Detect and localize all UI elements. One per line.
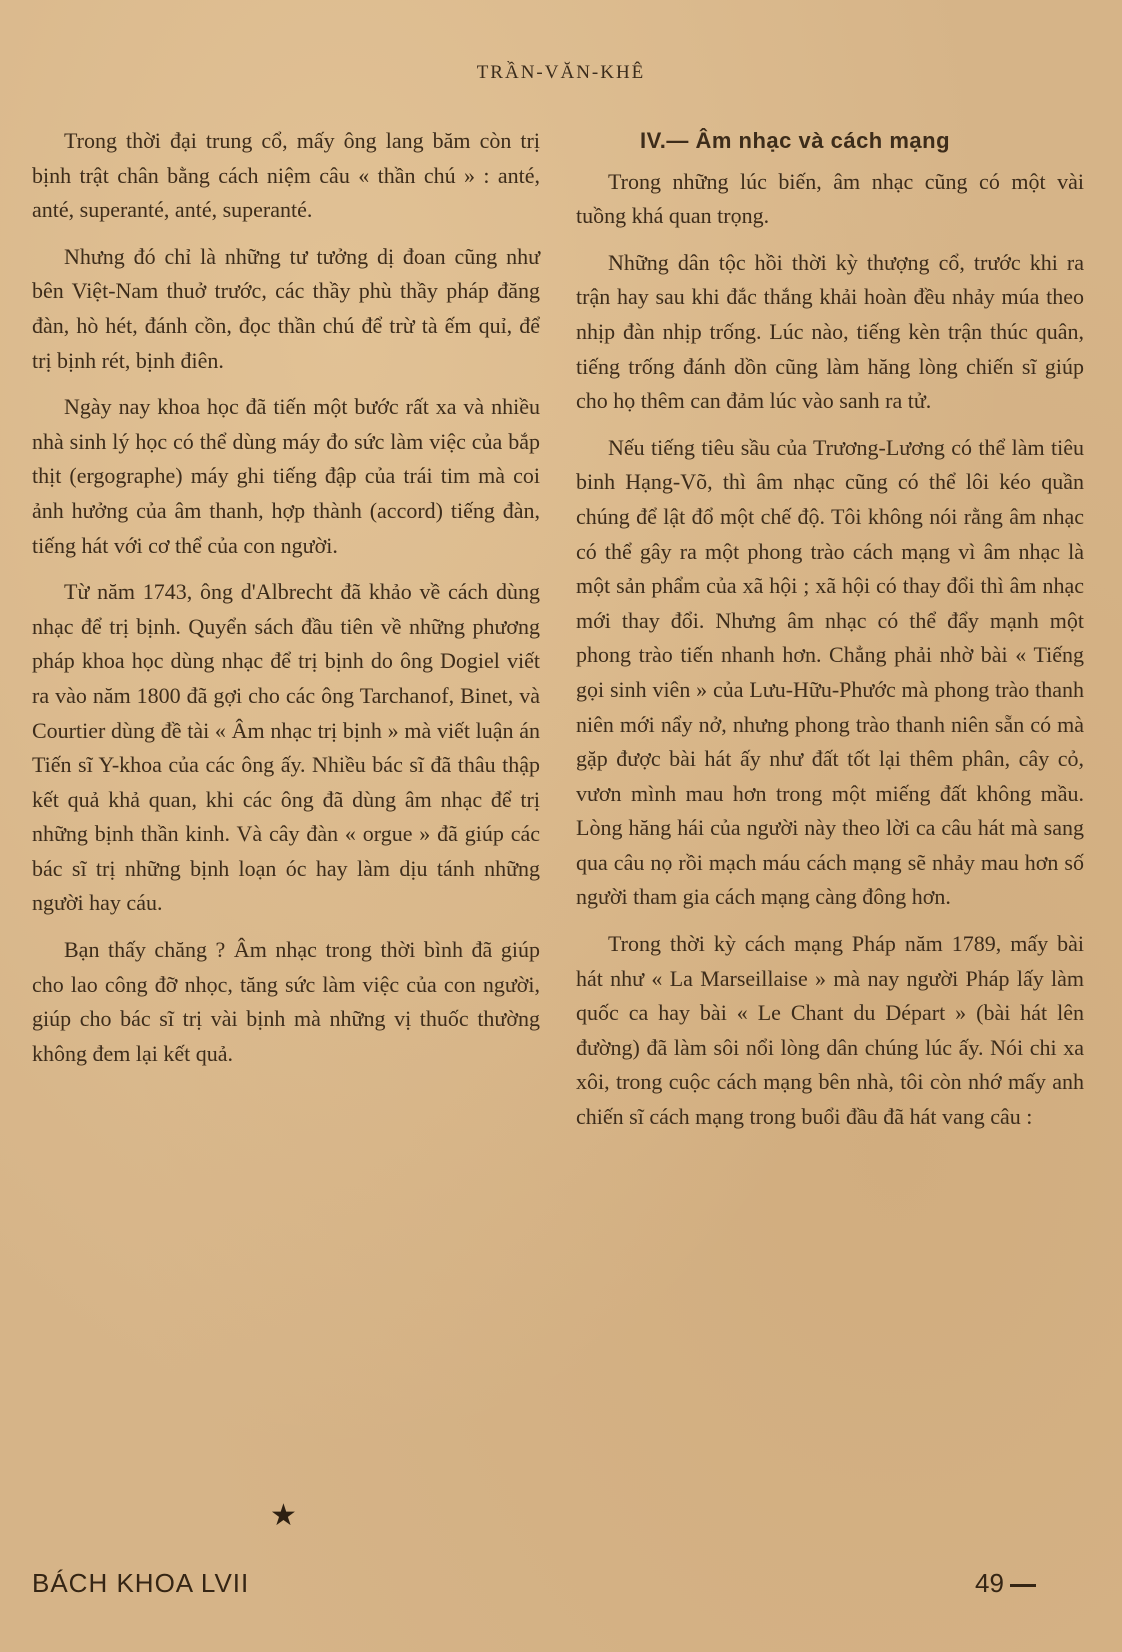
paragraph: Bạn thấy chăng ? Âm nhạc trong thời bình đã giúp cho lao công đỡ nhọc, tăng sức làm việc của con người, giúp cho bác sĩ trị vài bịnh mà những vị thuốc thường không đem lại kết quả. <box>32 937 540 1066</box>
page-number-block <box>975 1568 1042 1599</box>
star-icon: ★ <box>270 1498 297 1533</box>
journal-name: BÁCH KHOA LVII <box>32 1568 250 1598</box>
running-header: TRẦN-VĂN-KHÊ <box>476 62 646 83</box>
paragraph: Ngày nay khoa học đã tiến một bước rất xa và nhiều nhà sinh lý học có thể dùng máy đo sức làm việc của bắp thịt (ergographe) máy ghi tiếng đập của trái tim mà coi ảnh hưởng của âm thanh, hợp thành (accord) tiếng đàn, tiếng hát với cơ thể của con người. <box>32 394 540 558</box>
paragraph: Nếu tiếng tiêu sầu của Trương-Lương có thể làm tiêu binh Hạng-Võ, thì âm nhạc cũng có thể lôi kéo quần chúng để lật đổ một chế độ. Tôi không nói rằng âm nhạc có thể gây ra một phong trào cách mạng vì âm nhạc là một sản phẩm của xã hội ; xã hội có thay đổi thì âm nhạc mới thay đổi. Nhưng âm nhạc có thể đẩy mạnh một phong trào tiến nhanh hơn. Chẳng phải nhờ bài « Tiếng gọi sinh viên » của Lưu-Hữu-Phước mà phong trào thanh niên mới nẩy nở, nhưng phong trào thanh niên sẵn có mà gặp được bài hát ấy như đất tốt lại thêm phân, cây cỏ, vươn mình mau hơn trong một miếng đất không mầu. Lòng hăng hái của người này theo lời ca câu hát mà sang qua câu nọ rồi mạch máu cách mạng sẽ nhảy mau hơn số người tham gia cách mạng càng đông hơn. <box>576 434 1084 910</box>
page-number: 49 <box>975 1568 1004 1598</box>
paragraph: Trong thời kỳ cách mạng Pháp năm 1789, mấy bài hát như « La Marseillaise » mà nay người Pháp lấy làm quốc ca hay bài « Le Chant du Départ » (bài hát lên đường) đã làm sôi nổi lòng dân chúng lúc ấy. Nói chi xa xôi, trong cuộc cách mạng bên nhà, tôi còn nhớ mấy anh chiến sĩ cách mạng trong buổi đầu đã hát vang câu : <box>576 931 1084 1130</box>
left-column <box>32 124 540 1083</box>
right-column <box>576 124 1084 1147</box>
paragraph: Những dân tộc hồi thời kỳ thượng cổ, trước khi ra trận hay sau khi đắc thắng khải hoàn đều nhảy múa theo nhịp đàn nhịp trống. Lúc nào, tiếng kèn trận thúc quân, tiếng trống đánh dồn cũng làm hăng lòng chiến sĩ giúp cho họ thêm can đảm lúc vào sanh ra tử. <box>576 249 1084 414</box>
paragraph: Trong thời đại trung cổ, mấy ông lang băm còn trị bịnh trật chân bằng cách niệm câu « thần chú » : anté, anté, superanté, anté, superanté. <box>32 128 540 223</box>
section-heading: IV.— Âm nhạc và cách mạng <box>640 128 951 153</box>
paragraph: Từ năm 1743, ông d'Albrecht đã khảo về cách dùng nhạc để trị bịnh. Quyển sách đầu tiên về những phương pháp khoa học dùng nhạc để trị bịnh do ông Dogiel viết ra vào năm 1800 đã gợi cho các ông Tarchanof, Binet, và Courtier dùng đề tài « Âm nhạc trị bịnh » mà viết luận án Tiến sĩ Y-khoa của các ông ấy. Nhiều bác sĩ đã thâu thập kết quả khả quan, khi các ông đã dùng âm nhạc để trị những bịnh thần kinh. Và cây đàn « orgue » đã giúp các bác sĩ trị những bịnh loạn óc hay làm dịu tánh những người hay cáu. <box>32 579 540 916</box>
paragraph: Nhưng đó chỉ là những tư tưởng dị đoan cũng như bên Việt-Nam thuở trước, các thầy phù thầy pháp đăng đàn, hò hét, đánh cồn, đọc thần chú để trừ tà ếm quỉ, để trị bịnh rét, bịnh điên. <box>32 243 540 373</box>
dash-ornament <box>1010 1584 1036 1587</box>
paragraph: Trong những lúc biến, âm nhạc cũng có một vài tuồng khá quan trọng. <box>576 168 1084 229</box>
